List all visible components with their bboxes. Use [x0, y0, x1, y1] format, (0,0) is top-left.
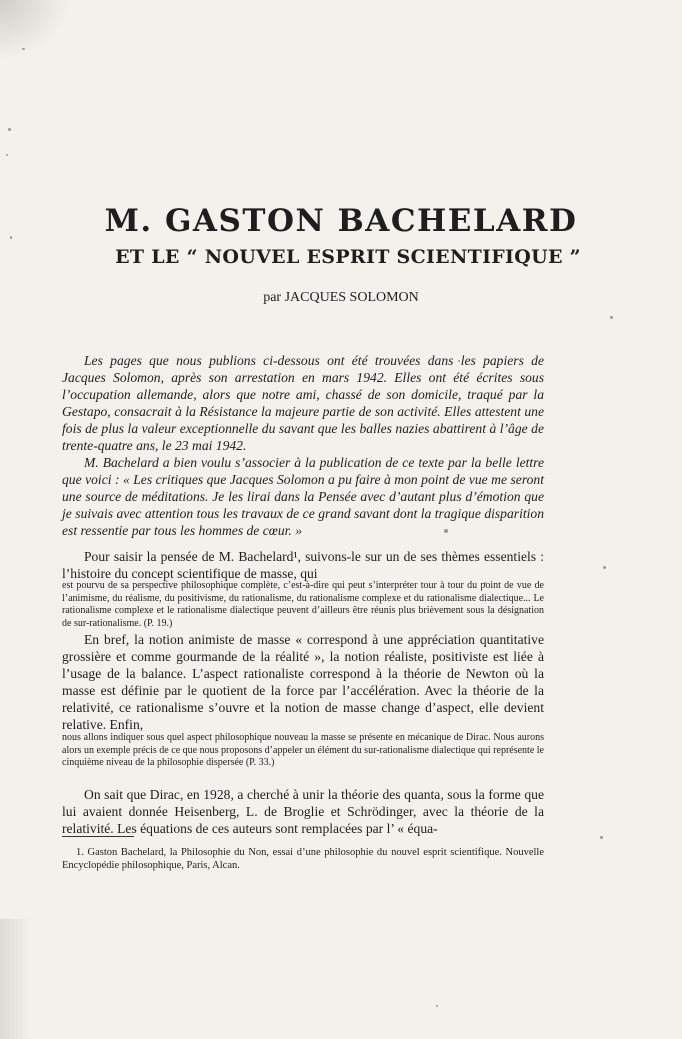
scan-edge-shadow-bottom: [0, 919, 30, 1039]
block-quote: [62, 580, 544, 630]
article-subtitle: ET LE “ NOUVEL ESPRIT SCIENTIFIQUE ”: [115, 246, 581, 268]
footnote-divider: [62, 836, 134, 837]
scan-speck: [6, 154, 8, 156]
scan-speck: [8, 128, 11, 131]
scan-edge-shadow: [0, 0, 70, 60]
scan-speck: [600, 836, 603, 839]
body-paragraph: [62, 631, 544, 733]
footnote: [62, 846, 544, 872]
scan-speck: [22, 48, 25, 50]
block-quote: [62, 732, 544, 770]
body-paragraph: [62, 786, 544, 837]
footnote-text: 1. Gaston Bachelard, la Philosophie du Non, essai d’une philosophie du nouvel esprit scientifique. Nouvelle Encyclopédie philosophique, Paris, Alcan.: [62, 847, 544, 871]
block-quote-text: est pourvu de sa perspective philosophique complète, c’est-à-dire qui peut s’interpréter tour à tour du point de vue de l’animisme, du réalisme, du positivisme, du rationalisme, du rationalisme complexe et du rationalisme dialectique... Le rationalisme complexe et le rationalisme dialectique peuvent d’ailleurs être réunis plus brièvement sous la désignation de sur-rationalisme. (P. 19.): [62, 580, 544, 629]
author-byline: par JACQUES SOLOMON: [263, 290, 419, 305]
scan-speck: [603, 566, 606, 569]
body-paragraph: [62, 548, 544, 582]
intro-paragraph: M. Bachelard a bien voulu s’associer à la publication de ce texte par la belle lettre que voici : « Les critiques que Jacques Solomon a pu faire à mon point de vue me seront une source de méditations. Je les lirai dans la Pensée avec d’autant plus d’émotion que je suivais avec attention tous les travaux de ce grand savant dont la tragique disparition est ressentie par tous les hommes de cœur. »: [62, 455, 544, 538]
body-paragraph-text: Pour saisir la pensée de M. Bachelard¹, suivons-le sur un de ses thèmes essentiels : l’histoire du concept scientifique de masse, qui: [62, 549, 544, 581]
article-title: M. GASTON BACHELARD: [104, 203, 578, 239]
body-paragraph-text: En bref, la notion animiste de masse « correspond à une appréciation quantitative grossière et comme gourmande de la réalité », la notion réaliste, positiviste est liée à l’usage de la balance. L’aspect rationaliste correspond à la théorie de Newton où la masse est définie par le quotient de la force par l’accélération. Avec la théorie de la relativité, ce rationalisme s’ouvre et la notion de masse change d’aspect, elle devient relative. Enfin,: [62, 632, 544, 732]
scan-speck: [610, 316, 613, 319]
editorial-introduction: [62, 352, 544, 539]
block-quote-text: nous allons indiquer sous quel aspect philosophique nouveau la masse se présente en mécanique de Dirac. Nous aurons alors un exemple précis de ce que nous proposons d’appeler un élément du sur-rationalisme dialectique qui représente le cinquième niveau de la philosophie dispersée (P. 33.): [62, 732, 544, 769]
intro-paragraph: Les pages que nous publions ci-dessous ont été trouvées dans les papiers de Jacques Solomon, après son arrestation en mars 1942. Elles ont été écrites sous l’occupation allemande, alors que notre ami, chassé de son domicile, traqué par la Gestapo, consacrait à la Résistance la majeure partie de son activité. Elles attestent une fois de plus la valeur exceptionnelle du savant que les balles nazies abattirent à l’âge de trente-quatre ans, le 23 mai 1942.: [62, 353, 544, 453]
scan-speck: [436, 1005, 438, 1007]
body-paragraph-text: On sait que Dirac, en 1928, a cherché à unir la théorie des quanta, sous la forme que lui avaient donnée Heisenberg, L. de Broglie et Schrödinger, avec la théorie de la relativité. Les équations de ces auteurs sont remplacées par l’ « équa-: [62, 787, 544, 836]
